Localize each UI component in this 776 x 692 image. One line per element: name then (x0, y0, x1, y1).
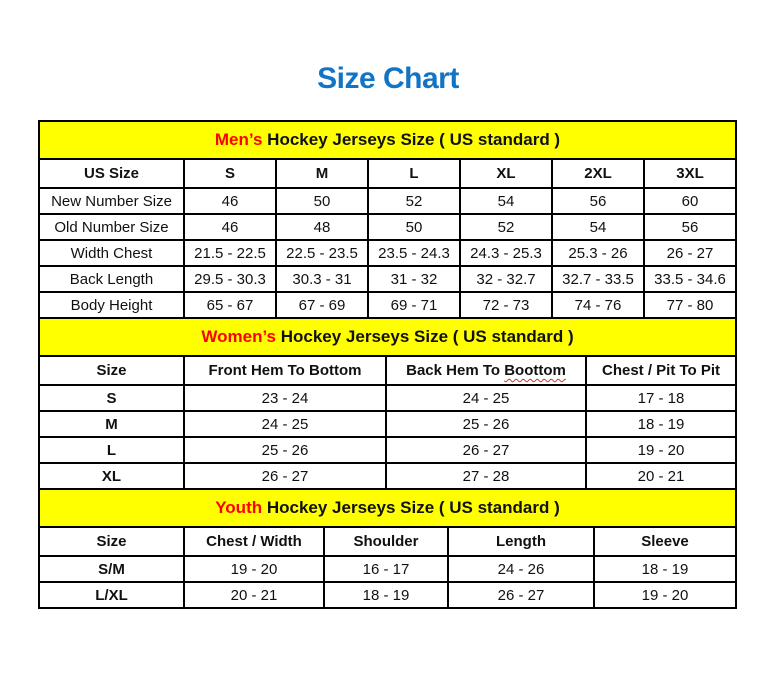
cell: 25 - 26 (184, 437, 386, 463)
cell: 46 (184, 188, 276, 214)
cell: 54 (460, 188, 552, 214)
mens-column-header-3xl: 3XL (644, 159, 736, 188)
youth-column-header-size: Size (39, 527, 184, 556)
womens-section-highlight: Women’s (201, 327, 276, 346)
mens-column-header-m: M (276, 159, 368, 188)
cell: 17 - 18 (586, 385, 736, 411)
mens-row-old-number-size (39, 214, 736, 240)
cell: 21.5 - 22.5 (184, 240, 276, 266)
row-label: S/M (39, 556, 184, 582)
cell: 56 (644, 214, 736, 240)
cell: 22.5 - 23.5 (276, 240, 368, 266)
youth-section-header (39, 489, 736, 527)
row-label: Body Height (39, 292, 184, 318)
womens-row-m (39, 411, 736, 437)
cell: 72 - 73 (460, 292, 552, 318)
mens-column-header-s: S (184, 159, 276, 188)
cell: 19 - 20 (184, 556, 324, 582)
cell: 18 - 19 (594, 556, 736, 582)
row-label: XL (39, 463, 184, 489)
cell: 24.3 - 25.3 (460, 240, 552, 266)
youth-row-lxl (39, 582, 736, 608)
womens-column-header-back-hem (386, 356, 586, 385)
cell: 26 - 27 (386, 437, 586, 463)
youth-section-header-row (39, 489, 736, 527)
cell: 52 (460, 214, 552, 240)
womens-section-title-text: Hockey Jerseys Size ( US standard ) (280, 327, 574, 346)
cell: 18 - 19 (324, 582, 448, 608)
mens-column-header-row (39, 159, 736, 188)
cell: 60 (644, 188, 736, 214)
womens-row-xl (39, 463, 736, 489)
mens-row-back-length (39, 266, 736, 292)
cell: 27 - 28 (386, 463, 586, 489)
cell: 25 - 26 (386, 411, 586, 437)
womens-row-l (39, 437, 736, 463)
cell: 26 - 27 (644, 240, 736, 266)
womens-row-s (39, 385, 736, 411)
cell: 20 - 21 (586, 463, 736, 489)
cell: 18 - 19 (586, 411, 736, 437)
cell: 32.7 - 33.5 (552, 266, 644, 292)
youth-row-sm (39, 556, 736, 582)
mens-row-width-chest (39, 240, 736, 266)
cell: 26 - 27 (448, 582, 594, 608)
cell: 77 - 80 (644, 292, 736, 318)
youth-section-title-text: Hockey Jerseys Size ( US standard ) (266, 498, 560, 517)
cell: 24 - 26 (448, 556, 594, 582)
mens-section-header (39, 121, 736, 159)
row-label: S (39, 385, 184, 411)
cell: 31 - 32 (368, 266, 460, 292)
cell: 29.5 - 30.3 (184, 266, 276, 292)
mens-column-header-l: L (368, 159, 460, 188)
mens-column-header-2xl: 2XL (552, 159, 644, 188)
womens-column-header-size: Size (39, 356, 184, 385)
womens-size-table (38, 317, 737, 490)
womens-section-header (39, 318, 736, 356)
cell: 65 - 67 (184, 292, 276, 318)
womens-column-header-chest: Chest / Pit To Pit (586, 356, 736, 385)
youth-size-table (38, 488, 737, 609)
cell: 26 - 27 (184, 463, 386, 489)
row-label: Back Length (39, 266, 184, 292)
youth-column-header-shoulder: Shoulder (324, 527, 448, 556)
mens-column-header-xl: XL (460, 159, 552, 188)
cell: 30.3 - 31 (276, 266, 368, 292)
row-label: L/XL (39, 582, 184, 608)
cell: 24 - 25 (184, 411, 386, 437)
cell: 20 - 21 (184, 582, 324, 608)
mens-section-header-row (39, 121, 736, 159)
cell: 50 (368, 214, 460, 240)
cell: 33.5 - 34.6 (644, 266, 736, 292)
cell: 19 - 20 (594, 582, 736, 608)
cell: 52 (368, 188, 460, 214)
row-label: New Number Size (39, 188, 184, 214)
cell: 74 - 76 (552, 292, 644, 318)
cell: 25.3 - 26 (552, 240, 644, 266)
mens-section-highlight: Men’s (214, 130, 263, 149)
womens-column-header-front-hem: Front Hem To Bottom (184, 356, 386, 385)
cell: 46 (184, 214, 276, 240)
youth-column-header-row (39, 527, 736, 556)
cell: 69 - 71 (368, 292, 460, 318)
youth-column-header-chest-width: Chest / Width (184, 527, 324, 556)
cell: 48 (276, 214, 368, 240)
row-label: M (39, 411, 184, 437)
cell: 23.5 - 24.3 (368, 240, 460, 266)
cell: 19 - 20 (586, 437, 736, 463)
row-label: L (39, 437, 184, 463)
page-title: Size Chart (317, 62, 459, 95)
size-chart-tables (38, 120, 735, 609)
mens-size-table (38, 120, 737, 319)
misspelled-word: Boottom (504, 362, 566, 379)
cell: 23 - 24 (184, 385, 386, 411)
cell: 54 (552, 214, 644, 240)
mens-row-new-number-size (39, 188, 736, 214)
mens-row-body-height (39, 292, 736, 318)
mens-section-title-text: Hockey Jerseys Size ( US standard ) (267, 130, 561, 149)
cell: 56 (552, 188, 644, 214)
cell: 16 - 17 (324, 556, 448, 582)
youth-column-header-sleeve: Sleeve (594, 527, 736, 556)
cell: 67 - 69 (276, 292, 368, 318)
youth-column-header-length: Length (448, 527, 594, 556)
back-hem-label-prefix: Back Hem To (406, 362, 505, 379)
cell: 32 - 32.7 (460, 266, 552, 292)
row-label: Width Chest (39, 240, 184, 266)
cell: 50 (276, 188, 368, 214)
youth-section-highlight: Youth (215, 498, 263, 517)
womens-section-header-row (39, 318, 736, 356)
womens-column-header-row (39, 356, 736, 385)
mens-column-header-us-size: US Size (39, 159, 184, 188)
row-label: Old Number Size (39, 214, 184, 240)
cell: 24 - 25 (386, 385, 586, 411)
